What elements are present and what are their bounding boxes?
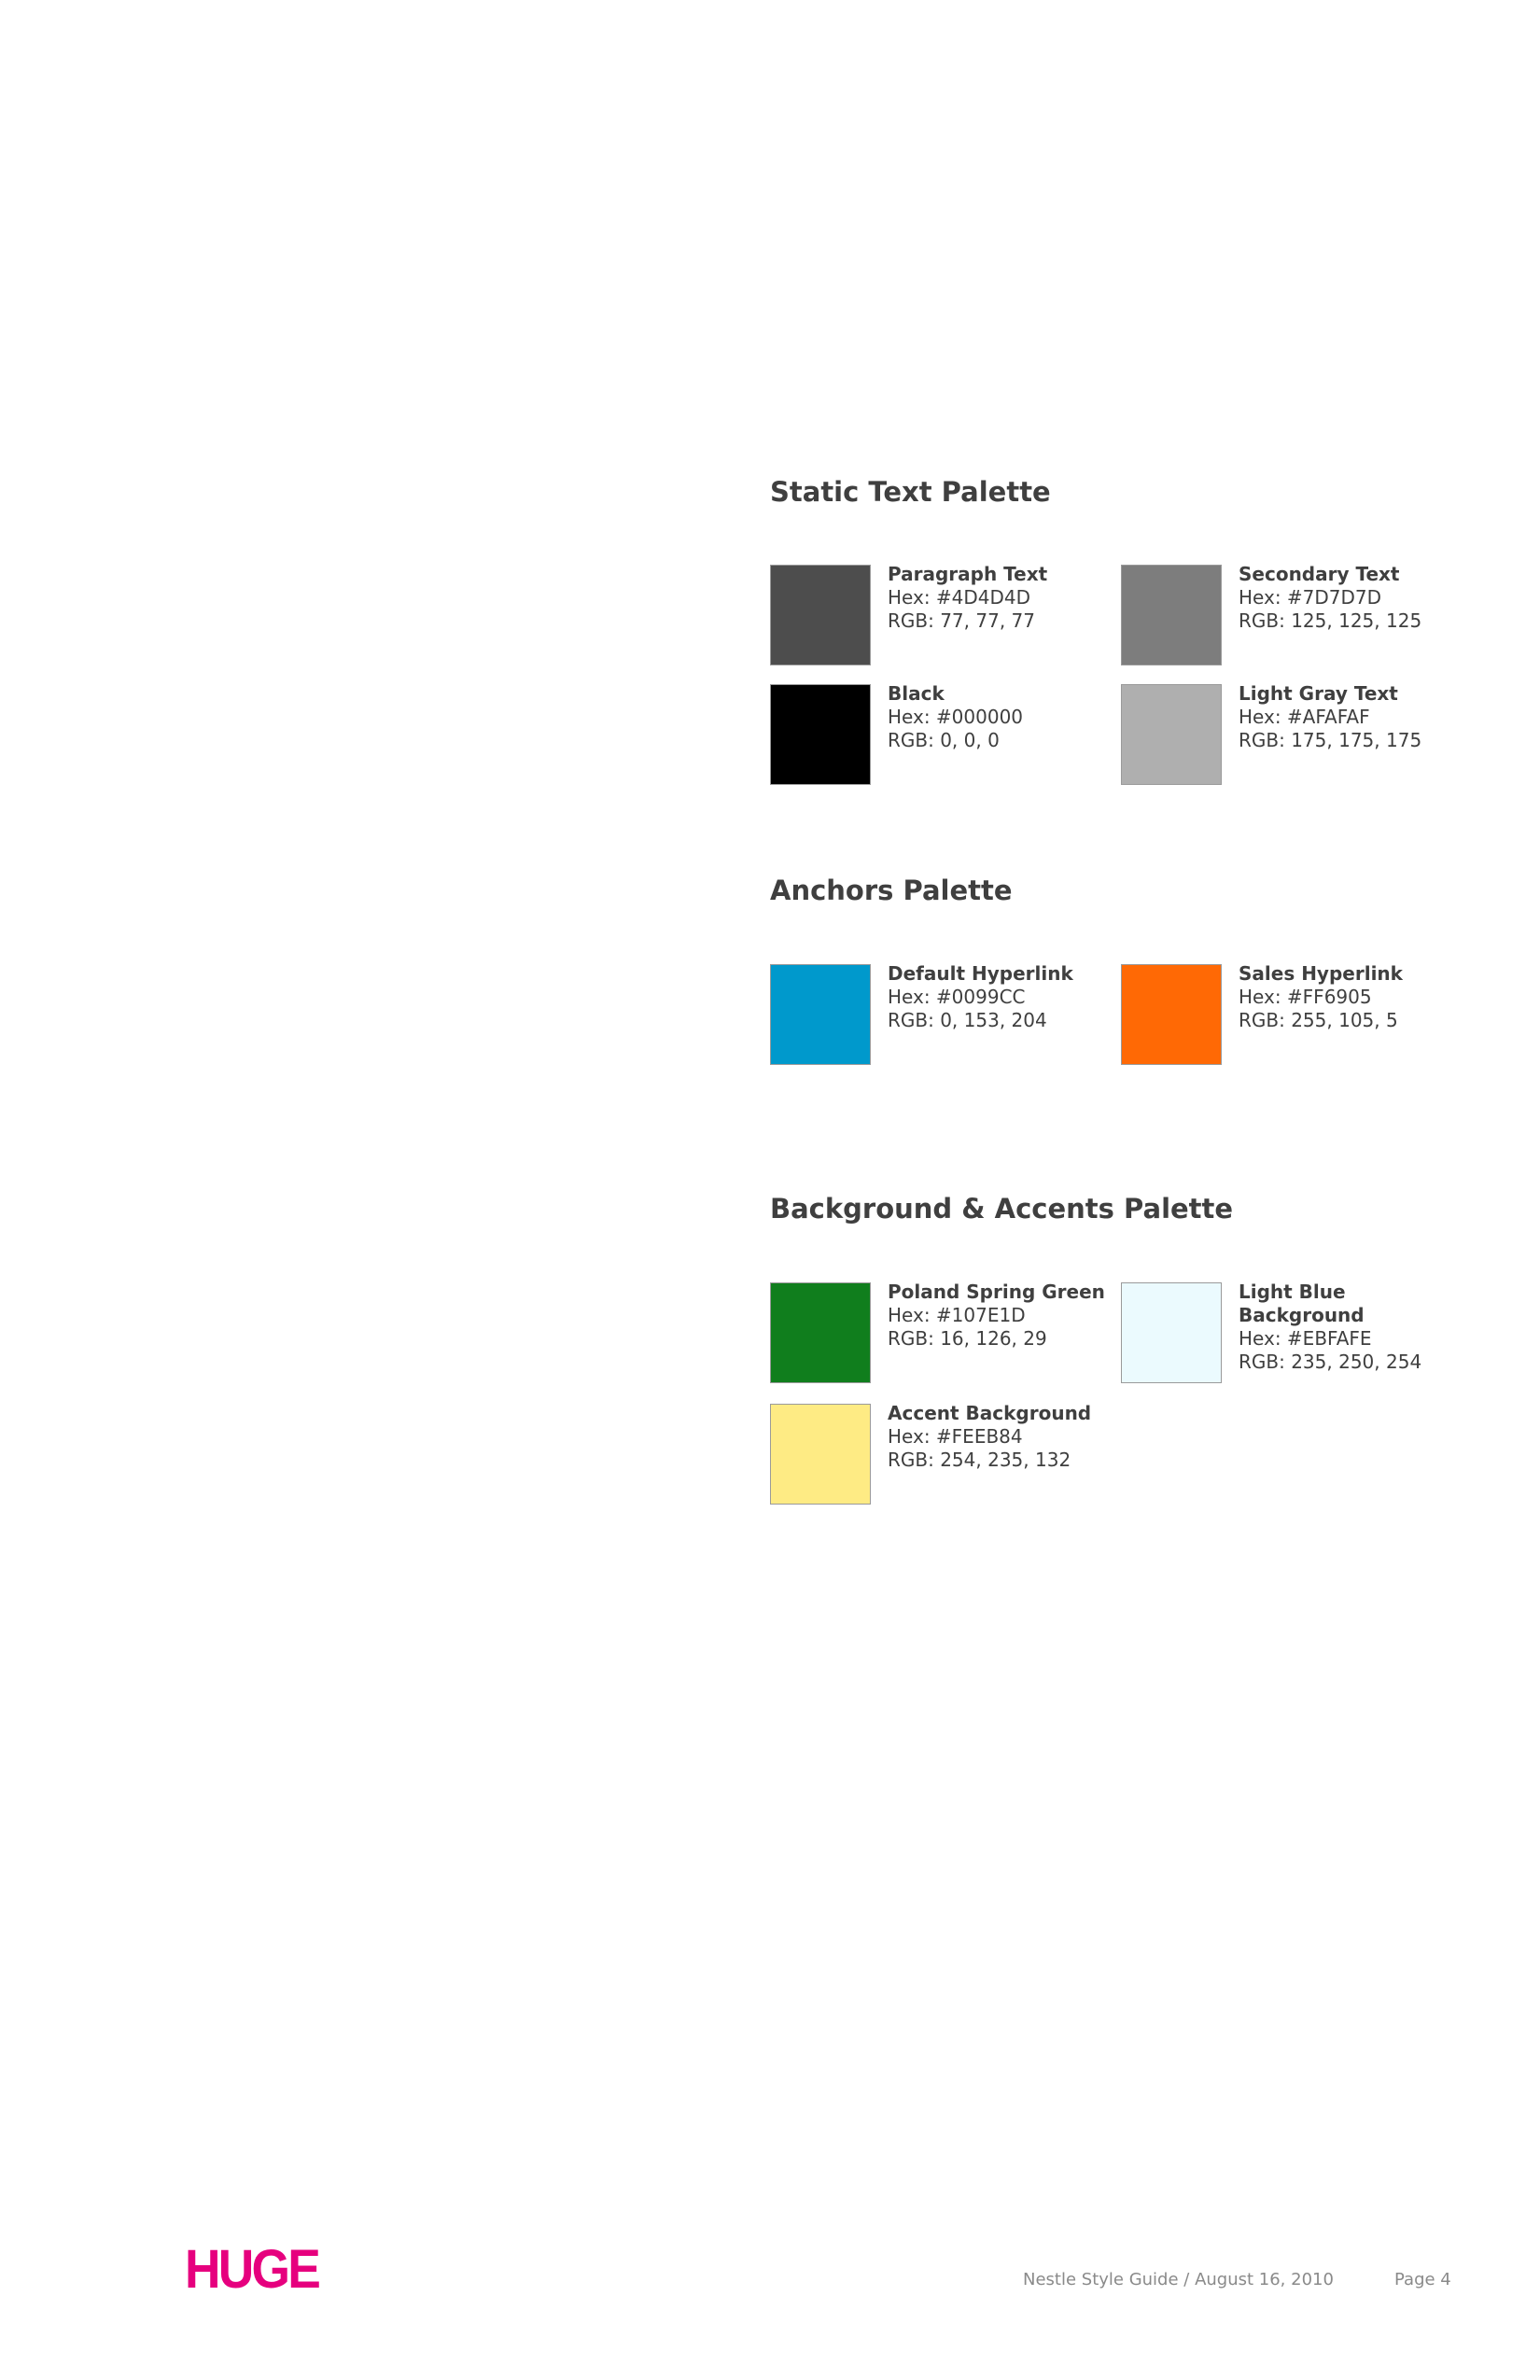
swatch-hex: Hex: #AFAFAF <box>1239 706 1370 728</box>
swatch-hex: Hex: #7D7D7D <box>1239 586 1382 609</box>
color-swatch <box>1121 964 1222 1065</box>
footer-guide-title: Nestle Style Guide / August 16, 2010 <box>1023 2270 1334 2289</box>
swatch-info <box>1239 962 1463 1032</box>
swatch-default-hyperlink <box>770 964 1115 1067</box>
swatch-name: Light Gray Text <box>1239 682 1398 705</box>
swatch-name: Light Blue Background <box>1239 1281 1365 1326</box>
swatch-name: Paragraph Text <box>888 563 1048 585</box>
swatch-name: Black <box>888 682 945 705</box>
swatch-name: Sales Hyperlink <box>1239 962 1403 985</box>
swatch-row <box>770 964 1423 1067</box>
swatch-rgb: RGB: 255, 105, 5 <box>1239 1009 1398 1031</box>
swatch-info <box>1239 682 1463 752</box>
swatch-paragraph-text <box>770 565 1115 667</box>
color-swatch <box>1121 684 1222 785</box>
swatch-rgb: RGB: 254, 235, 132 <box>888 1449 1071 1471</box>
swatch-hex: Hex: #0099CC <box>888 986 1026 1008</box>
swatch-row <box>770 565 1423 667</box>
swatch-hex: Hex: #FF6905 <box>1239 986 1372 1008</box>
swatch-name: Default Hyperlink <box>888 962 1073 985</box>
swatch-sales-hyperlink <box>1121 964 1466 1067</box>
color-swatch <box>1121 1282 1222 1383</box>
swatch-rgb: RGB: 77, 77, 77 <box>888 609 1035 632</box>
swatch-name: Poland Spring Green <box>888 1281 1105 1303</box>
swatch-light-gray-text <box>1121 684 1466 787</box>
swatch-info <box>888 962 1112 1032</box>
swatch-hex: Hex: #000000 <box>888 706 1024 728</box>
color-swatch <box>770 1282 871 1383</box>
swatch-black <box>770 684 1115 787</box>
color-swatch <box>770 684 871 785</box>
swatch-light-blue-background <box>1121 1282 1466 1385</box>
section-title-anchors: Anchors Palette <box>770 875 1013 906</box>
swatch-row <box>770 684 1423 787</box>
section-title-background-accents: Background & Accents Palette <box>770 1193 1234 1225</box>
swatch-hex: Hex: #FEEB84 <box>888 1425 1023 1448</box>
swatch-name: Secondary Text <box>1239 563 1400 585</box>
swatch-row <box>770 1404 1423 1506</box>
swatch-name: Accent Background <box>888 1402 1092 1424</box>
swatch-info <box>1239 563 1463 633</box>
swatch-info <box>888 563 1112 633</box>
swatch-hex: Hex: #107E1D <box>888 1304 1026 1326</box>
swatch-hex: Hex: #4D4D4D <box>888 586 1031 609</box>
swatch-info <box>888 682 1112 752</box>
swatch-secondary-text <box>1121 565 1466 667</box>
swatch-info <box>1239 1281 1425 1374</box>
color-swatch <box>770 1404 871 1505</box>
swatch-rgb: RGB: 0, 0, 0 <box>888 729 1000 751</box>
swatch-rgb: RGB: 175, 175, 175 <box>1239 729 1422 751</box>
swatch-poland-spring-green <box>770 1282 1115 1385</box>
swatch-accent-background <box>770 1404 1115 1506</box>
swatch-rgb: RGB: 235, 250, 254 <box>1239 1351 1422 1373</box>
huge-logo: HUGE <box>185 2239 319 2300</box>
swatch-row <box>770 1282 1423 1385</box>
page-number: Page 4 <box>1394 2270 1451 2289</box>
swatch-info <box>888 1402 1112 1472</box>
color-swatch <box>1121 565 1222 665</box>
swatch-hex: Hex: #EBFAFE <box>1239 1327 1372 1350</box>
swatch-rgb: RGB: 0, 153, 204 <box>888 1009 1047 1031</box>
swatch-rgb: RGB: 16, 126, 29 <box>888 1327 1047 1350</box>
swatch-info <box>888 1281 1112 1351</box>
color-swatch <box>770 565 871 665</box>
swatch-rgb: RGB: 125, 125, 125 <box>1239 609 1422 632</box>
section-title-static-text: Static Text Palette <box>770 476 1051 508</box>
color-swatch <box>770 964 871 1065</box>
